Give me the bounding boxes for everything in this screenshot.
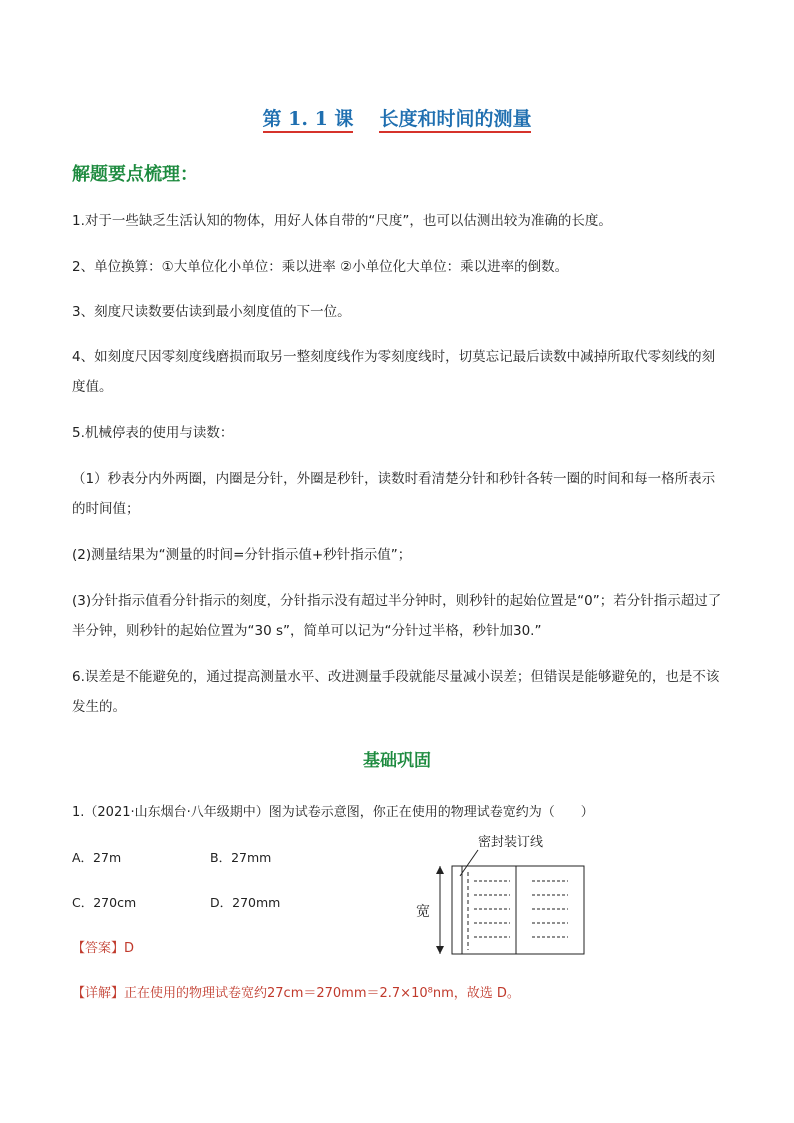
diagram-arrow-down [436, 946, 444, 954]
point-5: 5.机械停表的使用与读数： [72, 425, 234, 441]
answer-value: D [124, 941, 135, 956]
point-5-3: (3)分针指示值看分针指示的刻度，分针指示没有超过半分钟时，则秒针的起始位置是“0”；若分针指示超过了半分钟，则秒针的起始位置为“30 s”，简单可以记为“分针过半格，秒针加30.” [72, 593, 722, 639]
point-2: 2、单位换算：①大单位化小单位：乘以进率 ②小单位化大单位：乘以进率的倒数。 [72, 259, 569, 275]
option-c: C．270cm [72, 895, 137, 910]
page-title [0, 104, 794, 131]
diagram-text-lines [474, 881, 568, 937]
detail-tag: 【详解】 [72, 986, 125, 1001]
point-5-2: (2)测量结果为“测量的时间=分针指示值+秒针指示值”； [72, 547, 412, 563]
question-1: 1.（2021·山东烟台·八年级期中）图为试卷示意图，你正在使用的物理试卷宽约为（ ） [72, 805, 594, 820]
section-heading-key-points: 解题要点梳理： [72, 164, 198, 185]
title-lesson: 第 1. 1 课 [263, 108, 354, 133]
diagram-label-width: 宽 [416, 904, 430, 920]
point-4: 4、如刻度尺因零刻度线磨损而取另一整刻度线作为零刻度线时，切莫忘记最后读数中减掉所取代零刻线的刻度值。 [72, 349, 716, 395]
point-1: 1.对于一些缺乏生活认知的物体，用好人体自带的“尺度”，也可以估测出较为准确的长度。 [72, 213, 612, 229]
answer-tag: 【答案】 [72, 941, 125, 956]
title-topic: 长度和时间的测量 [379, 108, 531, 133]
exam-paper-diagram [410, 828, 590, 958]
option-a: A．27m [72, 850, 122, 865]
point-5-1: （1）秒表分内外两圈，内圈是分针，外圈是秒针，读数时看清楚分针和秒针各转一圈的时间和每一格所表示的时间值； [72, 471, 716, 517]
point-6: 6.误差是不能避免的，通过提高测量水平、改进测量手段就能尽量减小误差；但错误是能够避免的，也是不该发生的。 [72, 669, 720, 715]
section-heading-basics: 基础巩固 [363, 751, 431, 771]
diagram-arrow-up [436, 866, 444, 874]
detail-text: 正在使用的物理试卷宽约27cm＝270mm＝2.7×10⁸nm，故选 D。 [124, 986, 520, 1001]
detail-line [72, 982, 520, 1001]
diagram-label-binding-line: 密封装订线 [478, 835, 544, 850]
option-d: D．270mm [210, 895, 281, 910]
diagram-paper-outline [452, 866, 584, 954]
point-3: 3、刻度尺读数要估读到最小刻度值的下一位。 [72, 304, 351, 320]
diagram-pointer-line [460, 850, 478, 876]
answer-line [72, 937, 134, 956]
option-b: B．27mm [210, 850, 272, 865]
